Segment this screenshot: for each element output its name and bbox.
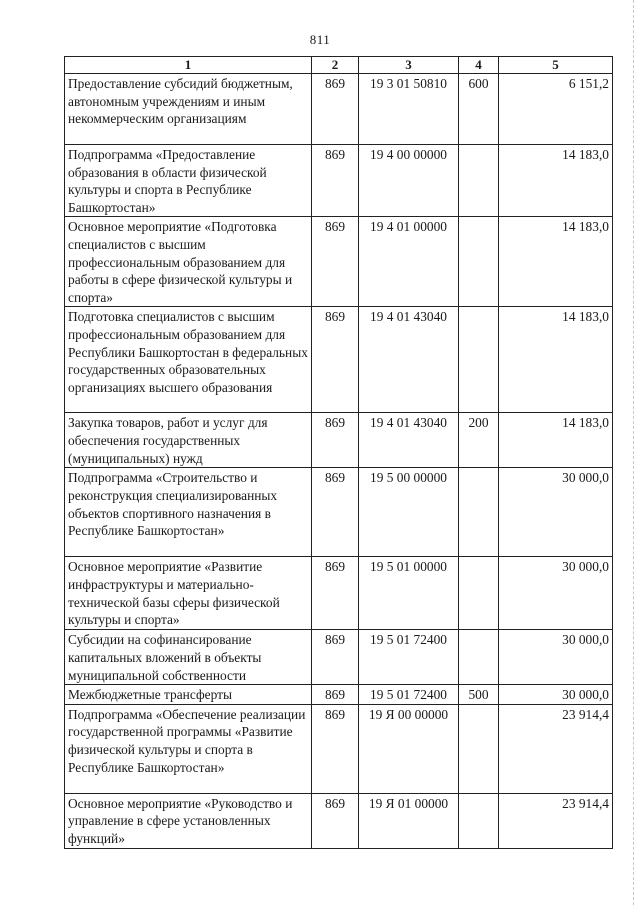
row-ministry: 869 (312, 413, 359, 468)
column-header-amount: 5 (499, 57, 613, 74)
row-code: 19 5 01 72400 (359, 630, 459, 685)
column-header-ministry: 2 (312, 57, 359, 74)
row-amount: 14 183,0 (499, 217, 613, 307)
row-amount: 14 183,0 (499, 307, 613, 413)
table-row (65, 704, 613, 793)
table-row (65, 557, 613, 630)
row-code: 19 Я 00 00000 (359, 704, 459, 793)
row-ministry: 869 (312, 685, 359, 705)
row-type: 500 (459, 685, 499, 705)
row-code: 19 5 01 00000 (359, 557, 459, 630)
row-name: Основное мероприятие «Руководство и управление в сфере установленных функций» (65, 793, 312, 848)
table-row (65, 468, 613, 557)
row-amount: 23 914,4 (499, 793, 613, 848)
row-ministry: 869 (312, 793, 359, 848)
row-amount: 6 151,2 (499, 74, 613, 145)
row-type: 200 (459, 413, 499, 468)
table-row (65, 145, 613, 217)
row-amount: 14 183,0 (499, 145, 613, 217)
row-amount: 30 000,0 (499, 630, 613, 685)
column-header-type: 4 (459, 57, 499, 74)
row-code: 19 Я 01 00000 (359, 793, 459, 848)
table-row (65, 793, 613, 848)
row-type: 600 (459, 74, 499, 145)
column-header-code: 3 (359, 57, 459, 74)
row-name: Основное мероприятие «Подготовка специалистов с высшим профессиональным образованием для работы в сфере физической культуры и спорта» (65, 217, 312, 307)
row-type (459, 630, 499, 685)
row-ministry: 869 (312, 630, 359, 685)
row-code: 19 3 01 50810 (359, 74, 459, 145)
row-ministry: 869 (312, 307, 359, 413)
row-type (459, 217, 499, 307)
table-row (65, 74, 613, 145)
row-name: Межбюджетные трансферты (65, 685, 312, 705)
row-name: Подпрограмма «Обеспечение реализации государственной программы «Развитие физической культуры и спорта в Республике Башкортостан» (65, 704, 312, 793)
row-ministry: 869 (312, 74, 359, 145)
column-header-name: 1 (65, 57, 312, 74)
row-name: Основное мероприятие «Развитие инфраструктуры и материально-технической базы сферы физической культуры и спорта» (65, 557, 312, 630)
budget-table (64, 56, 613, 849)
row-code: 19 5 01 72400 (359, 685, 459, 705)
row-amount: 30 000,0 (499, 468, 613, 557)
row-type (459, 793, 499, 848)
row-type (459, 557, 499, 630)
row-code: 19 4 01 43040 (359, 307, 459, 413)
row-ministry: 869 (312, 557, 359, 630)
row-ministry: 869 (312, 468, 359, 557)
row-amount: 14 183,0 (499, 413, 613, 468)
row-type (459, 145, 499, 217)
row-ministry: 869 (312, 217, 359, 307)
table-row (65, 630, 613, 685)
row-amount: 30 000,0 (499, 685, 613, 705)
row-name: Подготовка специалистов с высшим профессиональным образованием для Республики Башкортостан в федеральных государственных образовательных организациях высшего образования (65, 307, 312, 413)
row-code: 19 4 00 00000 (359, 145, 459, 217)
row-name: Субсидии на софинансирование капитальных вложений в объекты муниципальной собственности (65, 630, 312, 685)
table-row (65, 307, 613, 413)
table-header-row (65, 57, 613, 74)
row-name: Подпрограмма «Предоставление образования в области физической культуры и спорта в Республике Башкортостан» (65, 145, 312, 217)
page-edge-line (633, 0, 634, 905)
row-name: Закупка товаров, работ и услуг для обеспечения государственных (муниципальных) нужд (65, 413, 312, 468)
table-row (65, 685, 613, 705)
table-row (65, 217, 613, 307)
row-amount: 23 914,4 (499, 704, 613, 793)
row-code: 19 4 01 00000 (359, 217, 459, 307)
row-type (459, 307, 499, 413)
row-name: Предоставление субсидий бюджетным, автономным учреждениям и иным некоммерческим организациям (65, 74, 312, 145)
table-row (65, 413, 613, 468)
row-type (459, 468, 499, 557)
row-amount: 30 000,0 (499, 557, 613, 630)
row-type (459, 704, 499, 793)
page-number: 811 (309, 32, 331, 47)
row-ministry: 869 (312, 704, 359, 793)
row-code: 19 4 01 43040 (359, 413, 459, 468)
row-name: Подпрограмма «Строительство и реконструкция специализированных объектов спортивного назначения в Республике Башкортостан» (65, 468, 312, 557)
row-code: 19 5 00 00000 (359, 468, 459, 557)
row-ministry: 869 (312, 145, 359, 217)
